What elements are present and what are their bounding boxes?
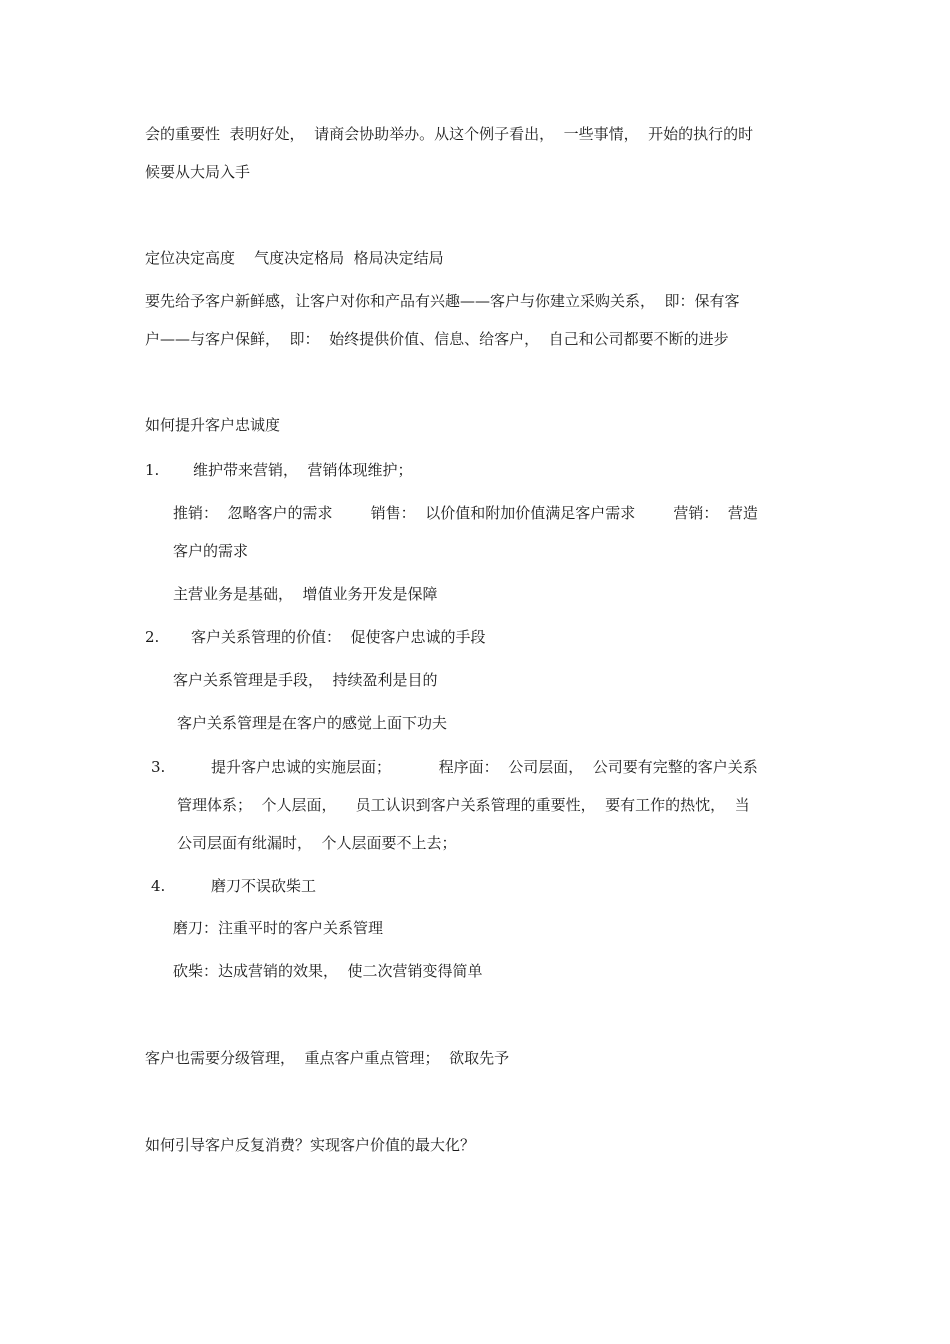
list-item-text: 公司层面有纰漏时， 个人层面要不上去； xyxy=(177,834,457,852)
heading-positioning: 定位决定高度 气度决定格局 格局决定结局 xyxy=(145,249,444,267)
list-number: 2. xyxy=(145,628,160,646)
list-item-title: 维护带来营销， 营销体现维护； xyxy=(193,461,413,479)
list-item-text: 砍柴：达成营销的效果， 使二次营销变得简单 xyxy=(173,962,483,980)
list-number: 4. xyxy=(151,877,166,895)
list-item-title: 提升客户忠诚的实施层面； 程序面： 公司层面， 公司要有完整的客户关系 xyxy=(211,758,758,776)
list-item-text: 主营业务是基础， 增值业务开发是保障 xyxy=(173,585,438,603)
paragraph-line: 候要从大局入手 xyxy=(145,163,251,181)
list-item-text: 推销： 忽略客户的需求 销售： 以价值和附加价值满足客户需求 营销： 营造 xyxy=(173,504,758,522)
heading-loyalty: 如何提升客户忠诚度 xyxy=(145,416,281,434)
paragraph-line: 客户也需要分级管理， 重点客户重点管理； 欲取先予 xyxy=(145,1049,510,1067)
paragraph-line: 如何引导客户反复消费？实现客户价值的最大化？ xyxy=(145,1136,476,1154)
list-item-text: 客户关系管理是手段， 持续盈利是目的 xyxy=(173,671,438,689)
list-item-text: 磨刀：注重平时的客户关系管理 xyxy=(173,919,384,937)
paragraph-line: 会的重要性 表明好处， 请商会协助举办。从这个例子看出， 一些事情， 开始的执行的时 xyxy=(145,125,754,143)
list-item-title: 客户关系管理的价值： 促使客户忠诚的手段 xyxy=(191,628,486,646)
list-number: 3. xyxy=(151,758,166,776)
paragraph-line: 户——与客户保鲜， 即： 始终提供价值、信息、给客户， 自己和公司都要不断的进步 xyxy=(145,330,729,348)
list-item-text: 客户的需求 xyxy=(173,542,249,560)
list-item-title: 磨刀不误砍柴工 xyxy=(211,877,317,895)
paragraph-line: 要先给予客户新鲜感，让客户对你和产品有兴趣——客户与你建立采购关系， 即：保有客 xyxy=(145,292,740,310)
list-item-text: 客户关系管理是在客户的感觉上面下功夫 xyxy=(177,714,448,732)
list-item-text: 管理体系； 个人层面， 员工认识到客户关系管理的重要性， 要有工作的热忱， 当 xyxy=(177,796,750,814)
list-number: 1. xyxy=(145,461,160,479)
